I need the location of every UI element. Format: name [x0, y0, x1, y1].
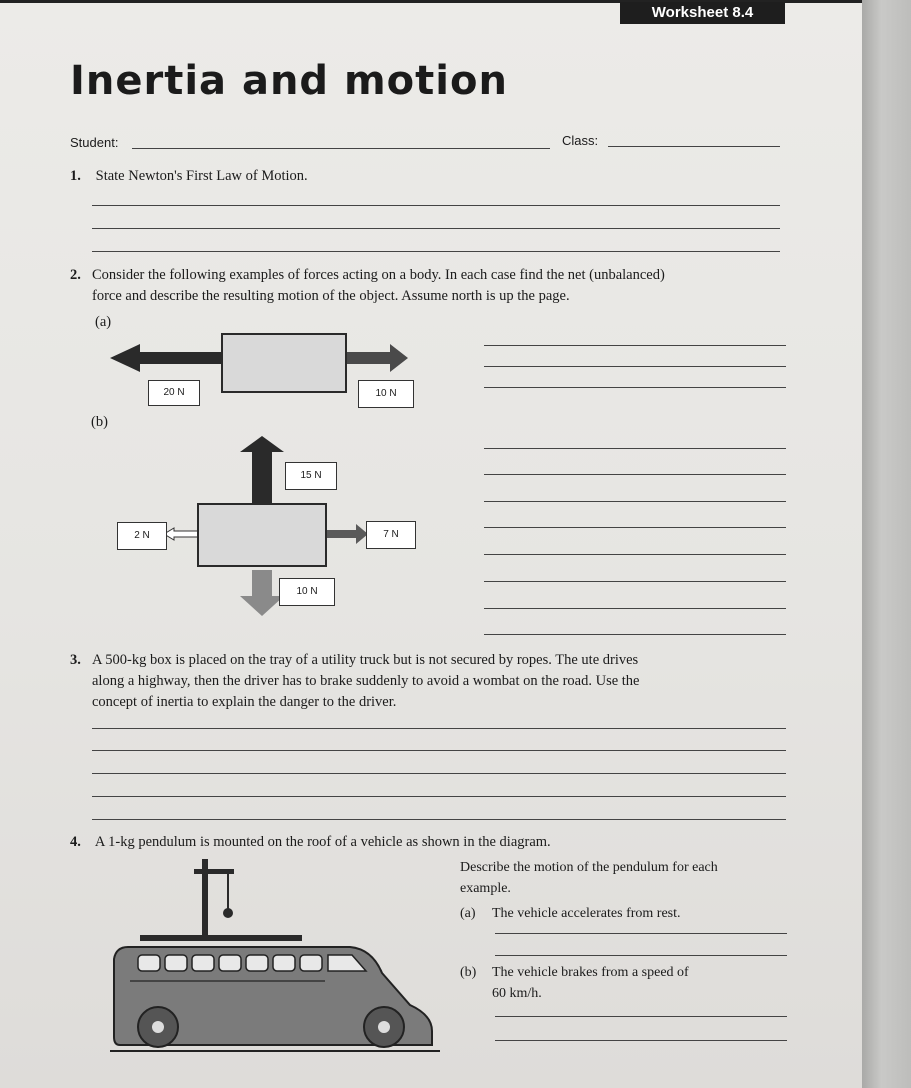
answer-line[interactable]: [484, 608, 786, 609]
question-4: [70, 832, 551, 853]
window: [300, 955, 322, 971]
question-4-instructions: [460, 857, 718, 899]
force-diagram-b: [160, 430, 380, 620]
answer-line[interactable]: [495, 933, 787, 934]
box-body: [222, 334, 346, 392]
answer-line[interactable]: [484, 474, 786, 475]
window: [246, 955, 268, 971]
question-3-line3: concept of inertia to explain the danger to the driver.: [92, 694, 397, 710]
rear-hub: [152, 1021, 164, 1033]
page-edge-shadow: [862, 0, 911, 1088]
left-force-arrow: [164, 528, 198, 540]
page-title: Inertia and motion: [70, 58, 508, 104]
window: [138, 955, 160, 971]
question-2-text-line1: Consider the following examples of forces acting on a body. In each case find the net (unbalanced): [92, 267, 665, 283]
question-1-text: State Newton's First Law of Motion.: [95, 168, 308, 184]
question-4-part-b: [460, 962, 689, 1004]
window: [165, 955, 187, 971]
student-label: Student:: [70, 135, 119, 150]
answer-line[interactable]: [92, 728, 786, 729]
question-2-text-line2: force and describe the resulting motion of the object. Assume north is up the page.: [92, 288, 570, 304]
answer-line[interactable]: [484, 527, 786, 528]
question-3-line1: A 500-kg box is placed on the tray of a utility truck but is not secured by ropes. The ute drives: [92, 652, 639, 668]
up-force-arrow: [240, 436, 284, 504]
student-field[interactable]: [132, 148, 550, 149]
part-b-line1: The vehicle brakes from a speed of: [492, 965, 689, 980]
answer-line[interactable]: [484, 366, 786, 367]
answer-line[interactable]: [92, 251, 780, 252]
pendulum-bar: [194, 869, 234, 874]
answer-line[interactable]: [484, 448, 786, 449]
answer-line[interactable]: [92, 796, 786, 797]
answer-line[interactable]: [484, 581, 786, 582]
answer-line[interactable]: [92, 819, 786, 820]
part-a-label: (a): [460, 906, 476, 921]
question-3-line2: along a highway, then the driver has to brake suddenly to avoid a wombat on the road. Use the: [92, 673, 640, 689]
force-label-10n: 10 N: [358, 380, 414, 408]
question-1-number: 1.: [70, 168, 81, 184]
right-force-arrow: [346, 344, 408, 372]
answer-line[interactable]: [484, 345, 786, 346]
force-label-7n: 7 N: [366, 521, 416, 549]
pendulum-bob: [223, 908, 233, 918]
part-b-label: (b): [91, 414, 108, 430]
force-label-2n: 2 N: [117, 522, 167, 550]
vehicle-pendulum-diagram: [110, 855, 440, 1060]
describe-line2: example.: [460, 881, 511, 896]
question-4-number: 4.: [70, 834, 81, 850]
part-a-text: The vehicle accelerates from rest.: [492, 906, 681, 921]
window: [273, 955, 295, 971]
answer-line[interactable]: [92, 205, 780, 206]
right-force-arrow: [326, 524, 368, 544]
answer-line[interactable]: [484, 554, 786, 555]
answer-line[interactable]: [92, 773, 786, 774]
force-label-15n: 15 N: [285, 462, 337, 490]
part-a-label: (a): [95, 314, 112, 330]
answer-line[interactable]: [484, 634, 786, 635]
question-3: [70, 650, 640, 713]
part-b-line2: 60 km/h.: [492, 986, 542, 1001]
window: [219, 955, 241, 971]
answer-line[interactable]: [484, 387, 786, 388]
answer-line[interactable]: [495, 1040, 787, 1041]
answer-line[interactable]: [495, 1016, 787, 1017]
answer-line[interactable]: [92, 750, 786, 751]
box-body: [198, 504, 326, 566]
vehicle-windows: [138, 955, 366, 971]
window: [192, 955, 214, 971]
question-2-number: 2.: [70, 267, 81, 283]
part-b-label: (b): [460, 965, 477, 980]
describe-line1: Describe the motion of the pendulum for each: [460, 860, 718, 875]
answer-line[interactable]: [92, 228, 780, 229]
front-hub: [378, 1021, 390, 1033]
down-force-arrowhead: [240, 596, 284, 616]
question-4-part-a: [460, 903, 681, 924]
question-4-text: A 1-kg pendulum is mounted on the roof of a vehicle as shown in the diagram.: [94, 834, 551, 850]
answer-line[interactable]: [484, 501, 786, 502]
force-label-20n: 20 N: [148, 380, 200, 406]
answer-line[interactable]: [495, 955, 787, 956]
force-label-10n: 10 N: [279, 578, 335, 606]
left-force-arrow: [110, 344, 222, 372]
down-force-shaft: [252, 570, 272, 596]
question-2: [70, 265, 665, 307]
question-1: [70, 166, 308, 187]
roof-rack: [140, 935, 302, 941]
worksheet-tag: Worksheet 8.4: [620, 2, 785, 24]
class-field[interactable]: [608, 146, 780, 147]
class-label: Class:: [562, 133, 599, 148]
question-3-number: 3.: [70, 652, 81, 668]
